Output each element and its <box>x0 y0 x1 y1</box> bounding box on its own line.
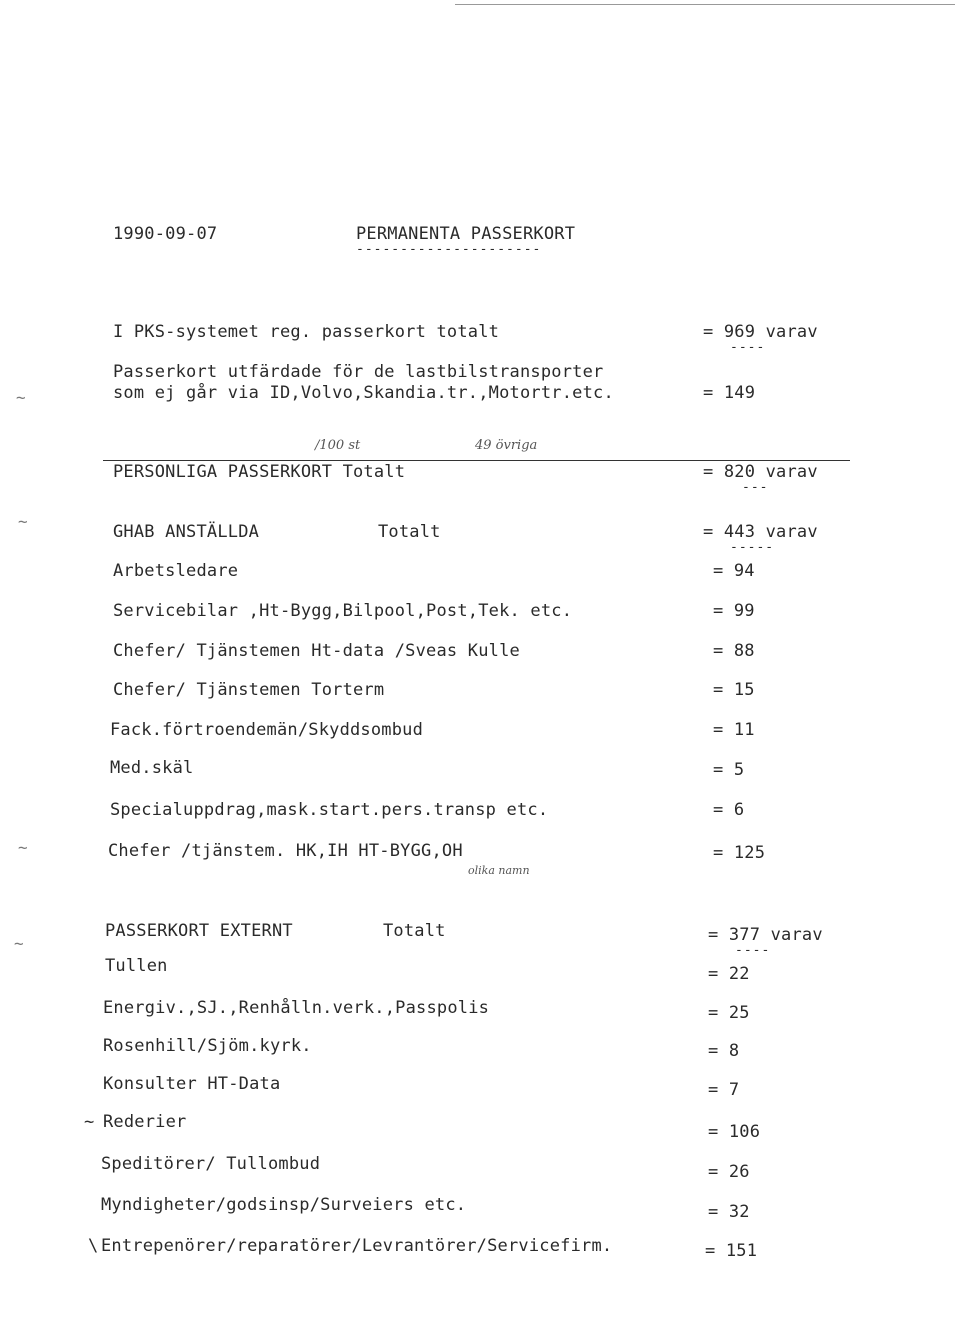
ghab-row-value: = 94 <box>713 561 755 581</box>
summary-line-2b: som ej går via ID,Volvo,Skandia.tr.,Motortr.etc. <box>113 383 614 403</box>
external-row-value: = 25 <box>708 1003 750 1023</box>
external-row-value: = 32 <box>708 1202 750 1222</box>
ghab-row-value: = 5 <box>713 760 745 780</box>
scan-margin-mark: ~ <box>18 512 28 531</box>
summary-line-total: I PKS-systemet reg. passerkort totalt <box>113 322 500 342</box>
external-row-label: Konsulter HT-Data <box>103 1074 281 1094</box>
ghab-value: = 443 varav <box>703 522 818 542</box>
personal-value: = 820 varav <box>703 462 818 482</box>
external-row-value: = 151 <box>705 1241 758 1261</box>
external-row-label: Rosenhill/Sjöm.kyrk. <box>103 1036 312 1056</box>
summary-total-value: = 969 varav <box>703 322 818 342</box>
ghab-row-label: Servicebilar ,Ht-Bygg,Bilpool,Post,Tek. etc. <box>113 601 573 621</box>
section-divider <box>103 460 850 461</box>
ghab-row-label: Chefer /tjänstem. HK,IH HT-BYGG,OH <box>108 841 463 861</box>
handwritten-note-right: 49 övriga <box>475 438 538 453</box>
external-row-label: Entrepenörer/reparatörer/Levrantörer/Servicefirm. <box>101 1236 613 1256</box>
scan-top-edge-line <box>455 4 955 5</box>
ghab-row-value: = 88 <box>713 641 755 661</box>
ghab-row-value: = 125 <box>713 843 766 863</box>
ghab-row-value: = 99 <box>713 601 755 621</box>
external-underline: ---- <box>735 943 771 958</box>
external-row-value: = 26 <box>708 1162 750 1182</box>
handwritten-note-olika-namn: olika namn <box>468 864 530 877</box>
document-title: PERMANENTA PASSERKORT <box>356 224 576 244</box>
ghab-underline: ----- <box>730 540 775 555</box>
ghab-row-label: Arbetsledare <box>113 561 239 581</box>
ghab-row-label: Chefer/ Tjänstemen Torterm <box>113 680 385 700</box>
scan-margin-mark: ~ <box>14 934 24 953</box>
ghab-row-label: Fack.förtroendemän/Skyddsombud <box>110 720 424 740</box>
ghab-row-value: = 6 <box>713 800 745 820</box>
personal-underline: --- <box>742 480 769 495</box>
scan-margin-mark: ~ <box>18 838 28 857</box>
summary-line-2a: Passerkort utfärdade för de lastbilstransporter <box>113 362 604 382</box>
external-row-value: = 7 <box>708 1080 740 1100</box>
external-row-value: = 106 <box>708 1122 761 1142</box>
scan-margin-mark: ~ <box>16 388 26 407</box>
tilde-mark: ~ <box>84 1112 95 1132</box>
ghab-row-value: = 15 <box>713 680 755 700</box>
external-row-label: Tullen <box>105 956 168 976</box>
summary-total-underline: ---- <box>730 340 766 355</box>
handwritten-note-left: /100 st <box>315 438 361 453</box>
external-total-label: Totalt <box>383 921 446 941</box>
ghab-row-label: Specialuppdrag,mask.start.pers.transp etc. <box>110 800 549 820</box>
external-row-value: = 22 <box>708 964 750 984</box>
ghab-total-label: Totalt <box>378 522 441 542</box>
external-row-value: = 8 <box>708 1041 740 1061</box>
ghab-row-label: Med.skäl <box>110 758 194 778</box>
external-row-label: Myndigheter/godsinsp/Surveiers etc. <box>101 1195 467 1215</box>
title-underline: --------------------- <box>356 242 542 257</box>
external-row-label: Energiv.,SJ.,Renhålln.verk.,Passpolis <box>103 998 490 1018</box>
external-row-label: Rederier <box>103 1112 187 1132</box>
backslash-mark: \ <box>88 1236 99 1256</box>
document-date: 1990-09-07 <box>113 224 218 244</box>
ghab-label: GHAB ANSTÄLLDA <box>113 522 260 542</box>
ghab-row-value: = 11 <box>713 720 755 740</box>
personal-label: PERSONLIGA PASSERKORT Totalt <box>113 462 406 482</box>
summary-transport-value: = 149 <box>703 383 756 403</box>
external-label: PASSERKORT EXTERNT <box>105 921 293 941</box>
external-row-label: Speditörer/ Tullombud <box>101 1154 321 1174</box>
ghab-row-label: Chefer/ Tjänstemen Ht-data /Sveas Kulle <box>113 641 520 661</box>
external-value: = 377 varav <box>708 925 823 945</box>
